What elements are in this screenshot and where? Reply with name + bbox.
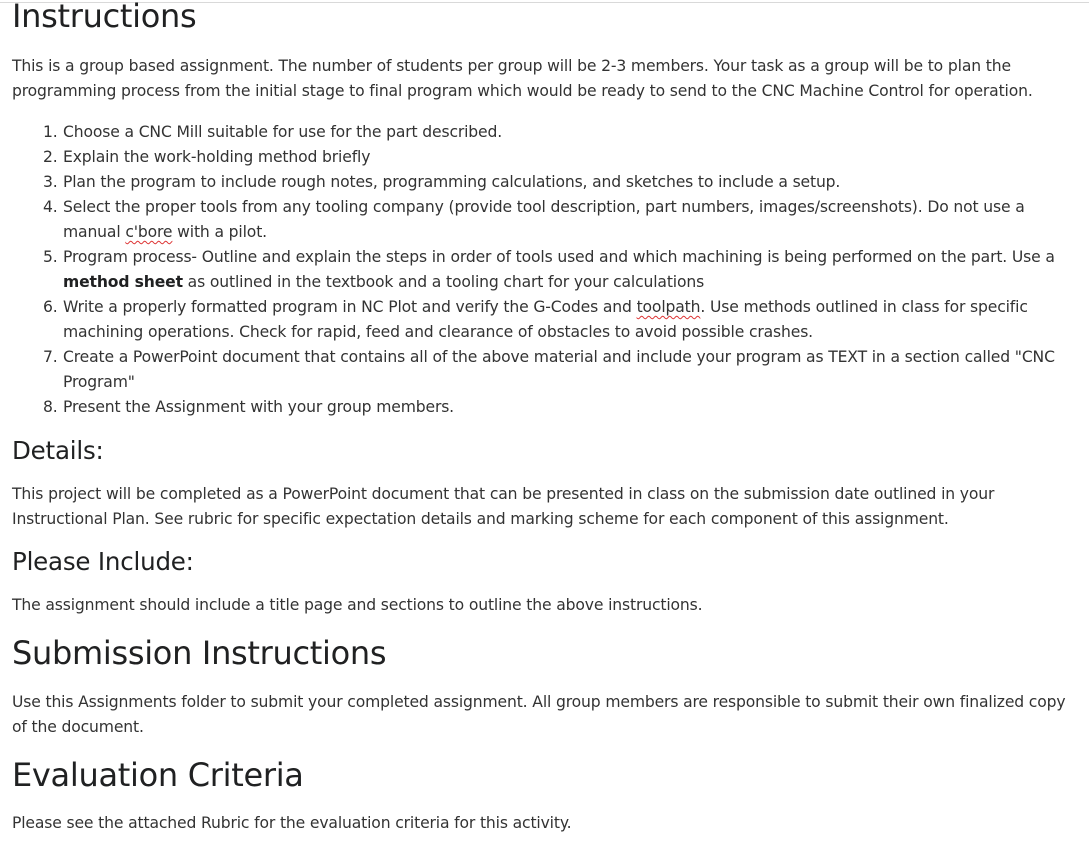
please-include-heading: Please Include: xyxy=(12,547,194,576)
submission-heading: Submission Instructions xyxy=(12,634,387,672)
list-item-text: Select the proper tools from any tooling company (provide tool description, part numbers, images/screenshots). Do not use a manual xyxy=(63,198,1025,241)
evaluation-paragraph: Please see the attached Rubric for the evaluation criteria for this activity. xyxy=(12,814,572,832)
list-item-number: 7. xyxy=(43,348,58,366)
list-item xyxy=(12,345,1084,395)
list-item xyxy=(12,395,1084,420)
list-item-number: 4. xyxy=(43,198,58,216)
list-item-text: Plan the program to include rough notes, programming calculations, and sketches to include a setup. xyxy=(63,173,841,191)
list-item-number: 6. xyxy=(43,298,58,316)
submission-paragraph: Use this Assignments folder to submit your completed assignment. All group members are responsible to submit their own finalized copy of the document. xyxy=(12,693,1066,736)
list-item xyxy=(12,245,1084,295)
list-item-number: 1. xyxy=(43,123,58,141)
list-item-text: Choose a CNC Mill suitable for use for the part described. xyxy=(63,123,503,141)
list-item-text: Write a properly formatted program in NC Plot and verify the G-Codes and xyxy=(63,298,637,316)
list-item-number: 8. xyxy=(43,398,58,416)
evaluation-heading: Evaluation Criteria xyxy=(12,756,304,794)
details-paragraph: This project will be completed as a PowerPoint document that can be presented in class on the submission date outlined in your Instructional Plan. See rubric for specific expectation details and marking scheme for each component of this assignment. xyxy=(12,485,995,528)
list-item-text-end: . Use methods outlined in class for specific machining operations. Check for rapid, feed and clearance of obstacles to avoid possible crashes. xyxy=(63,298,1028,341)
please-include-paragraph: The assignment should include a title page and sections to outline the above instructions. xyxy=(12,596,703,614)
list-item-number: 3. xyxy=(43,173,58,191)
spellcheck-word[interactable]: c'bore xyxy=(125,223,173,241)
list-item xyxy=(12,145,1084,170)
list-item xyxy=(12,170,1084,195)
details-heading: Details: xyxy=(12,436,104,465)
list-item-text-end: with a pilot. xyxy=(172,223,267,241)
list-item xyxy=(12,195,1084,245)
list-item-text-end: as outlined in the textbook and a tooling chart for your calculations xyxy=(182,273,705,291)
spellcheck-word[interactable]: toolpath xyxy=(636,298,701,316)
list-item-text: Explain the work-holding method briefly xyxy=(63,148,371,166)
list-item-text: Present the Assignment with your group members. xyxy=(63,398,454,416)
intro-paragraph: This is a group based assignment. The number of students per group will be 2-3 members. Your task as a group will be to plan the programming process from the initial stage to final program which would be ready to send to the CNC Machine Control for operation. xyxy=(12,57,1033,100)
bold-term: method sheet xyxy=(63,273,183,291)
task-list xyxy=(12,120,1084,420)
list-item xyxy=(12,120,1084,145)
list-item-text: Program process- Outline and explain the steps in order of tools used and which machining is being performed on the part. Use a xyxy=(63,248,1055,266)
list-item-number: 2. xyxy=(43,148,58,166)
list-item-text: Create a PowerPoint document that contains all of the above material and include your program as TEXT in a section called "CNC Program" xyxy=(63,348,1055,391)
list-item xyxy=(12,295,1084,345)
instructions-heading: Instructions xyxy=(12,0,197,35)
list-item-number: 5. xyxy=(43,248,58,266)
